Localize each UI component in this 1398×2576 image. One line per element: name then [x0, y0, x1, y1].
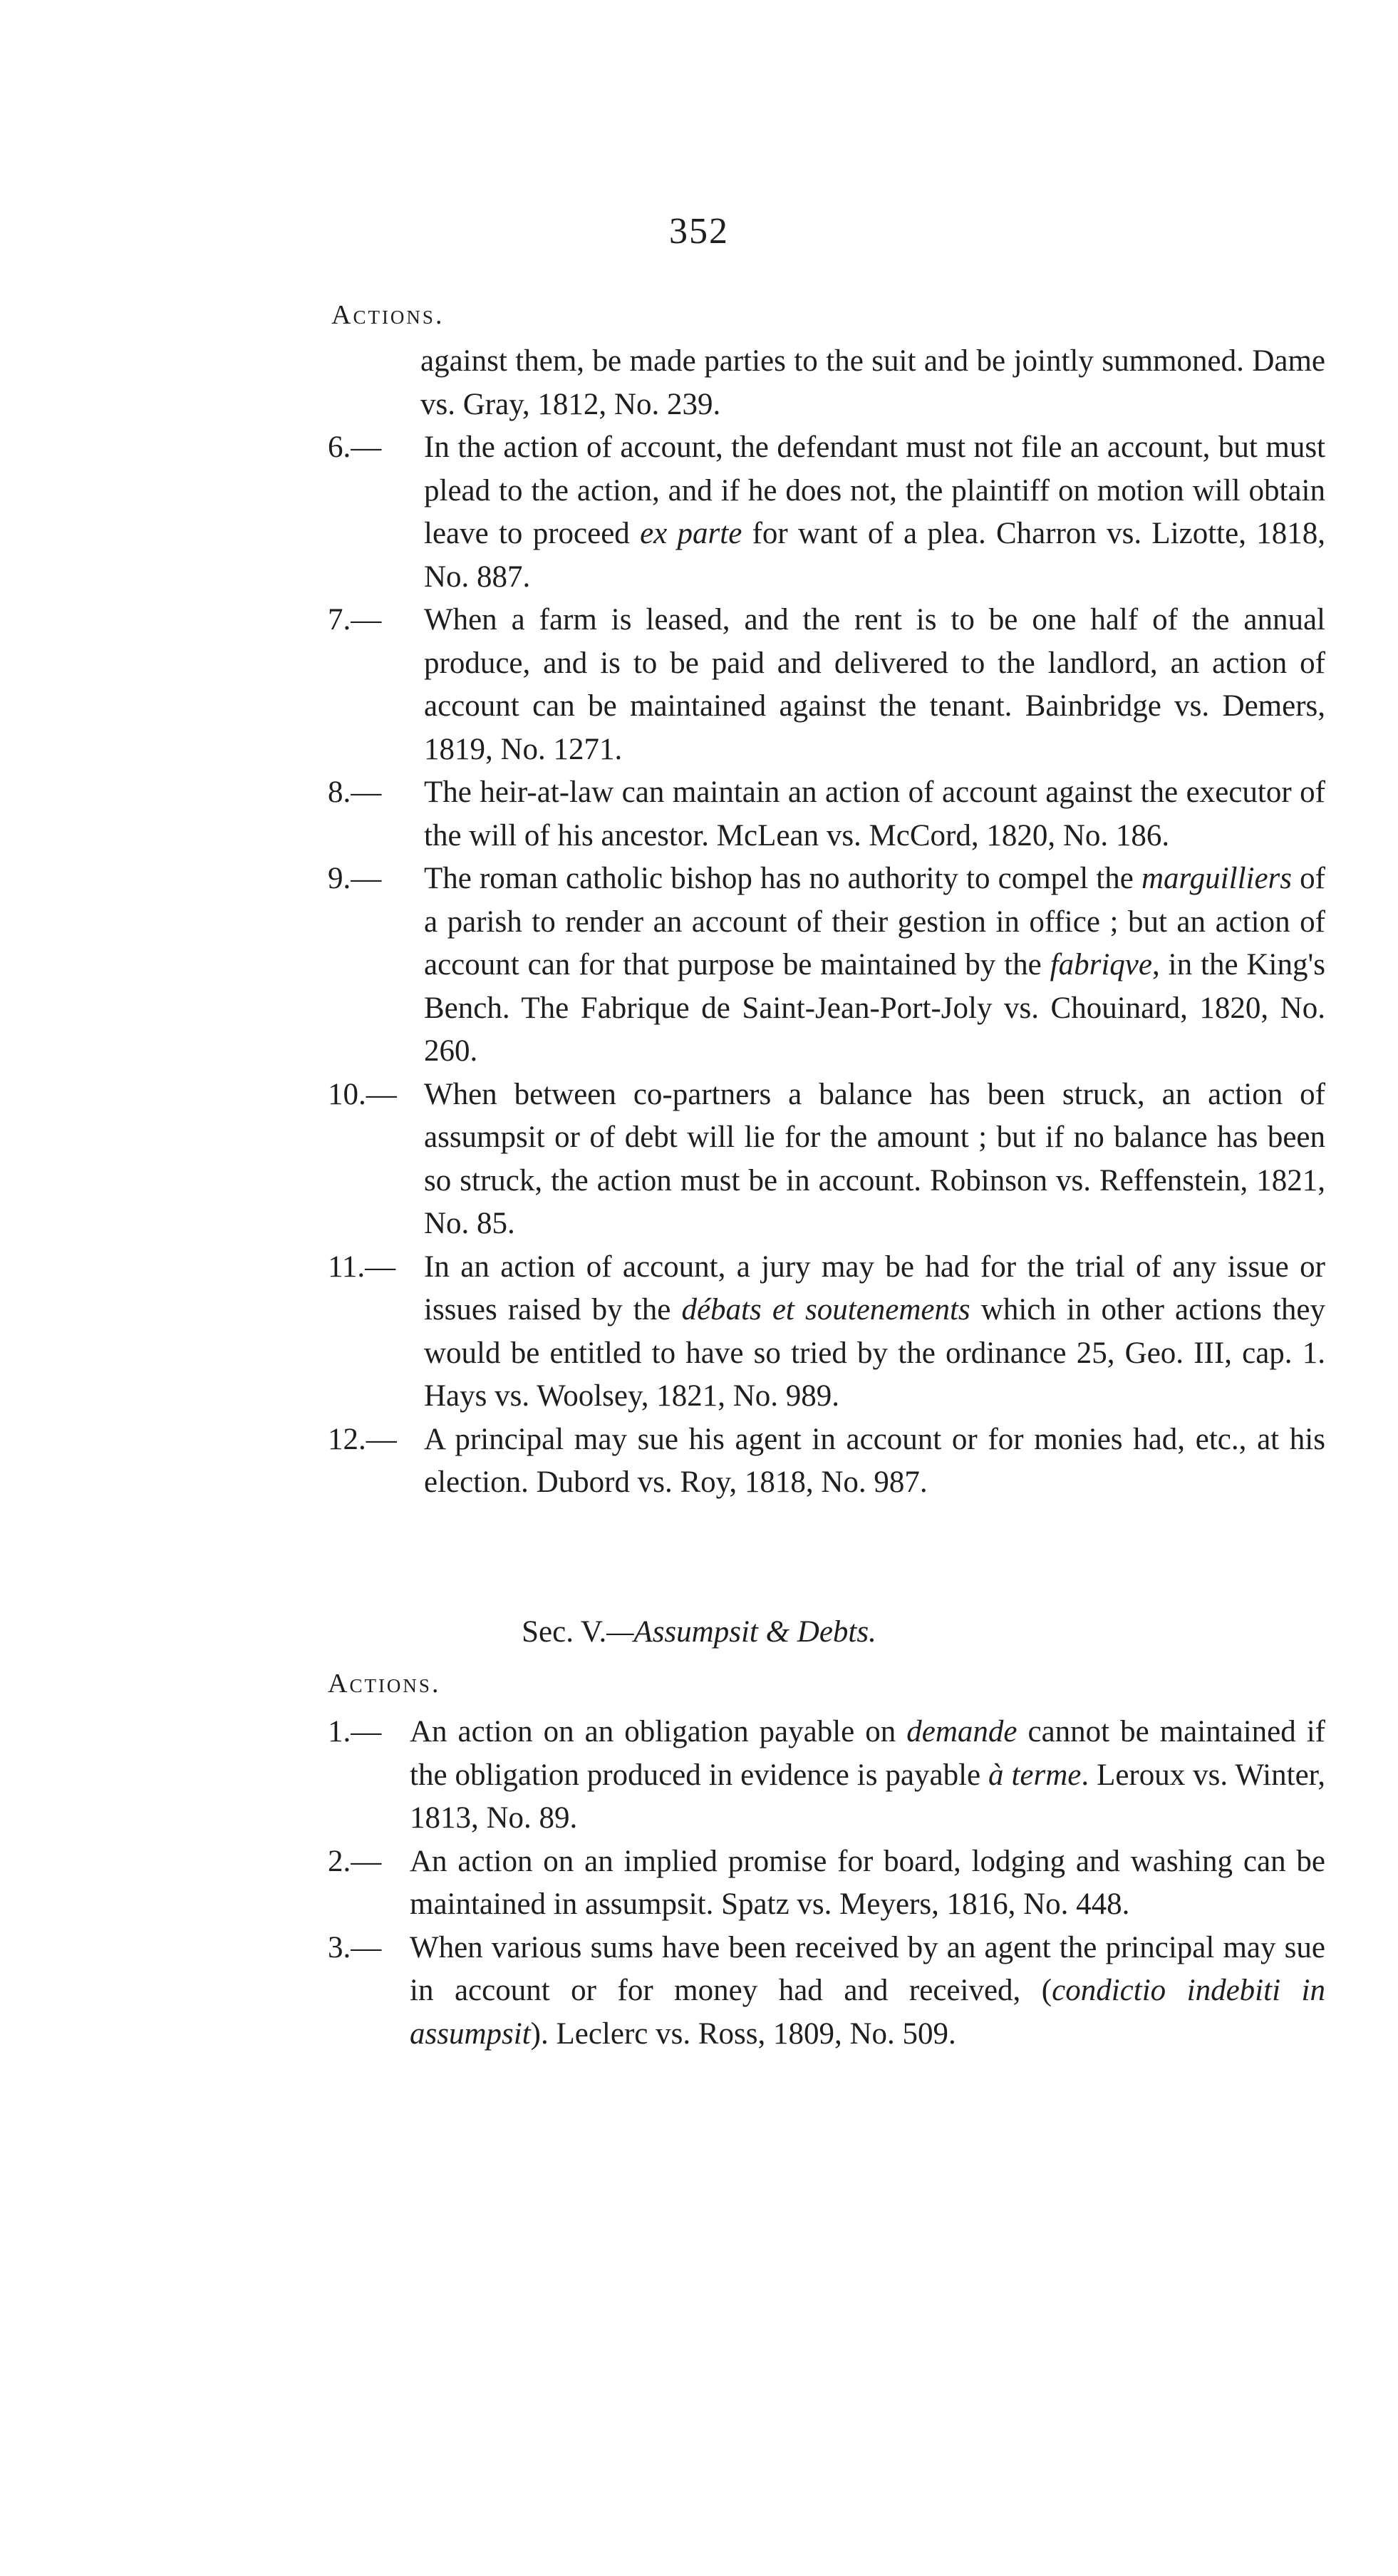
entry-text-run: The heir-at-law can maintain an action of account against the executor of the will of his ancestor. McLean vs. McCord, 1820, No. 186.: [424, 776, 1325, 852]
entry-text-run: When between co-partners a balance has been struck, an action of assumpsit or of debt will lie for the amount ; but if no balance has been so struck, the action must be in account. Robinson vs. Reffenstein, 1821, No. 85.: [424, 1077, 1325, 1240]
page-number: 352: [669, 211, 729, 252]
entry-italic-term: débats et soutenements: [681, 1293, 970, 1326]
entry-item: [328, 1927, 1325, 2056]
entry-text-run: A principal may sue his agent in account or for monies had, etc., at his election. Dubord vs. Roy, 1818, No. 987.: [424, 1422, 1325, 1499]
entry-italic-term: marguilliers: [1141, 862, 1293, 895]
entry-item: [328, 857, 1325, 1073]
running-head: Actions.: [331, 300, 445, 330]
entry-number: 9.—: [328, 862, 382, 895]
entry-text-run: The roman catholic bishop has no authority to compel the: [424, 862, 1141, 895]
entry-item: [328, 771, 1325, 857]
entry-text-run: When a farm is leased, and the rent is to be one half of the annual produce, and is to be paid and delivered to the landlord, an action of account can be maintained against the tenant. Bainbridge vs. Demers, 1819, No. 1271.: [424, 603, 1325, 766]
entry-italic-term: demande: [906, 1715, 1018, 1748]
entry-text-run: for want of a plea. Charron vs. Lizotte, 1818, No. 887.: [424, 517, 1325, 594]
entries-block-assumpsit: [328, 1711, 1325, 2056]
continued-paragraph: against them, be made parties to the suit and be jointly summoned. Dame vs. Gray, 1812, No. 239.: [420, 344, 1325, 421]
entry-text-run: In the action of account, the defendant must not file an account, but must plead to the action, and if he does not, the plaintiff on motion will obtain leave to proceed: [424, 431, 1325, 550]
entry-text-run: An action on an obligation payable on: [410, 1715, 907, 1748]
entry-text: [424, 426, 1325, 599]
section-heading: [0, 1614, 1398, 1649]
entry-text-run: which in other actions they would be entitled to have so tried by the ordinance 25, Geo. III, cap. 1. Hays vs. Woolsey, 1821, No. 989.: [424, 1293, 1325, 1413]
entry-text: [424, 857, 1325, 1073]
entry-item: [328, 426, 1325, 599]
entry-item: [328, 1246, 1325, 1418]
entry-list: [328, 1711, 1325, 2056]
entry-italic-term: fabriqve: [1050, 948, 1152, 982]
entry-text: [424, 771, 1325, 857]
entry-text: [424, 1073, 1325, 1246]
entry-italic-term: à terme: [988, 1758, 1082, 1792]
entry-italic-term: ex parte: [640, 517, 742, 550]
entry-text-run: cannot be maintained if the obligation produced in evidence is payable: [410, 1715, 1326, 1792]
entry-text-run: In an action of account, a jury may be had for the trial of any issue or issues raised by the: [424, 1250, 1325, 1326]
section-number: Sec. V.: [522, 1615, 607, 1649]
entry-list: [328, 426, 1325, 1505]
entry-item: [328, 1073, 1325, 1246]
entry-text: [410, 1711, 1325, 1840]
section-running-label: Actions.: [328, 1669, 441, 1699]
entry-text-run: ). Leclerc vs. Ross, 1809, No. 509.: [530, 2016, 956, 2051]
entry-number: 8.—: [328, 776, 382, 809]
entry-text-run: When various sums have been received by an agent the principal may sue in account or for money had and received, (: [410, 1930, 1325, 2007]
entry-text-run: An action on an implied promise for board, lodging and washing can be maintained in assumpsit. Spatz vs. Meyers, 1816, No. 448.: [410, 1844, 1325, 1921]
entry-item: [328, 1418, 1325, 1505]
entry-text: [424, 599, 1325, 771]
entry-item: [328, 1840, 1325, 1927]
entry-text-run: , in the King's Bench. The Fabrique de Saint-Jean-Port-Joly vs. Chouinard, 1820, No. 260.: [424, 948, 1325, 1068]
entry-text-run: . Leroux vs. Winter, 1813, No. 89.: [410, 1758, 1326, 1835]
entry-item: [328, 1711, 1325, 1840]
entry-text: [424, 1246, 1325, 1418]
entry-number: 11.—: [328, 1250, 396, 1284]
entries-block-accounts: [328, 340, 1325, 1505]
entry-number: 6.—: [328, 431, 382, 464]
entry-text-run: of a parish to render an account of their gestion in office ; but an action of account can for that purpose be maintained by the: [424, 862, 1325, 982]
entry-number: 10.—: [328, 1077, 397, 1111]
entry-item: [328, 599, 1325, 771]
section-title: —Assumpsit & Debts.: [606, 1615, 876, 1649]
entry-number: 3.—: [328, 1930, 382, 1964]
entry-number: 2.—: [328, 1844, 382, 1878]
entry-number: 7.—: [328, 603, 382, 637]
entry-number: 12.—: [328, 1422, 397, 1456]
entry-text: [410, 1840, 1325, 1927]
entry-text: [424, 1418, 1325, 1505]
entry-number: 1.—: [328, 1715, 382, 1748]
entry-italic-term: condictio indebiti in assumpsit: [410, 1974, 1325, 2051]
entry-text: [410, 1927, 1325, 2056]
